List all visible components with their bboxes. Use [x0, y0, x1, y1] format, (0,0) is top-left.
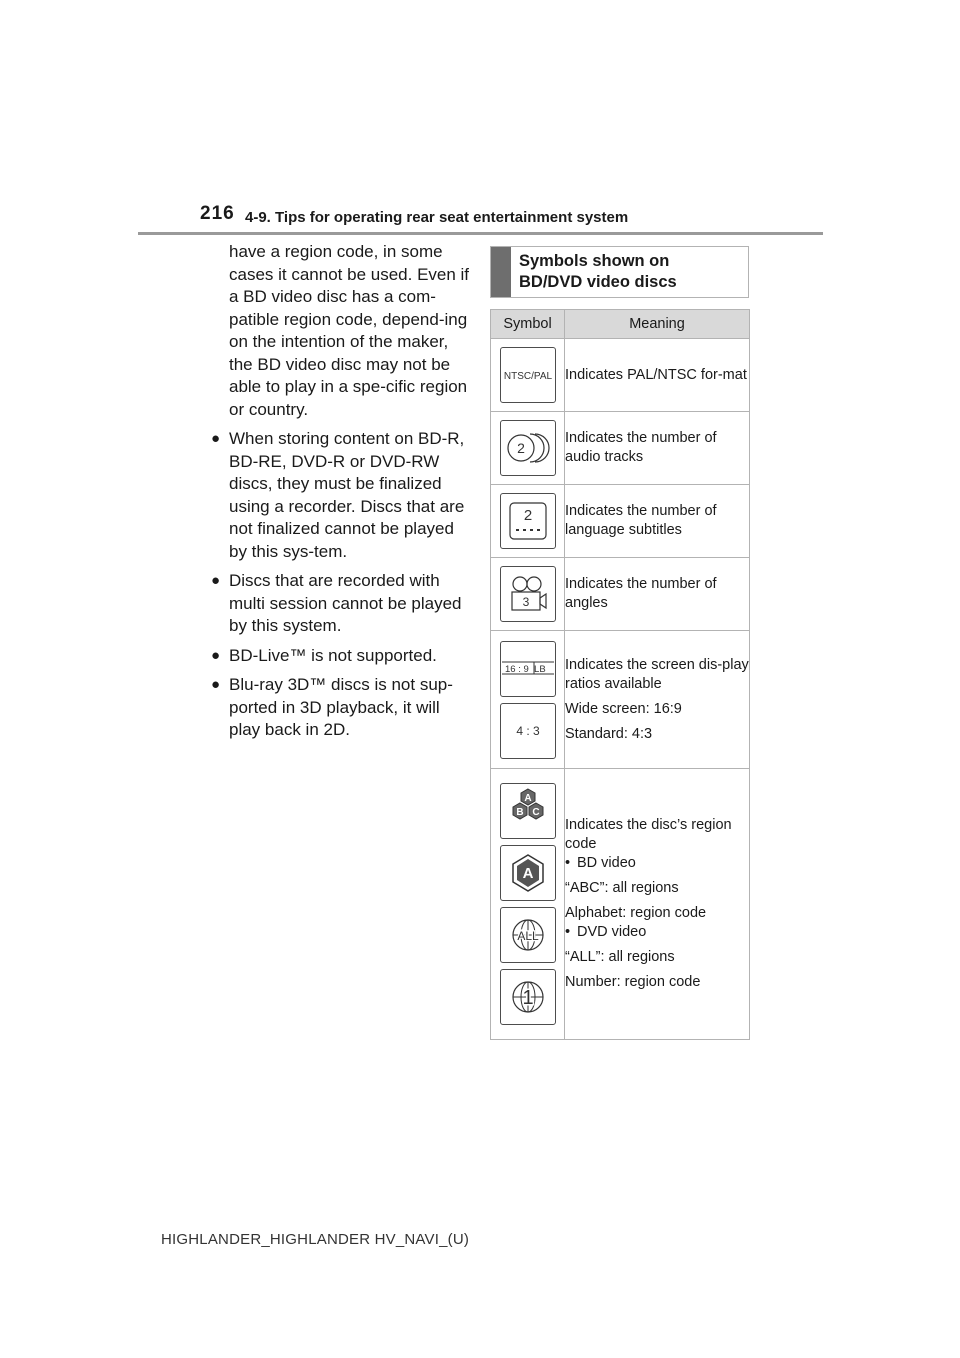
meaning-cell — [565, 631, 750, 769]
svg-text:A: A — [522, 865, 533, 882]
meaning-text: Indicates the number of language subtitles — [565, 503, 717, 538]
meaning-text: “ABC”: all regions — [565, 880, 679, 896]
symbols-table — [490, 309, 750, 1040]
meaning-cell — [565, 412, 750, 485]
svg-text:B: B — [515, 807, 524, 818]
symbol-cell — [491, 769, 565, 1040]
symbol-cell — [491, 558, 565, 631]
table-row — [491, 485, 750, 558]
meaning-text: Indicates the disc’s region code — [565, 817, 732, 852]
meaning-text: Indicates the number of angles — [565, 576, 717, 611]
continuation-paragraph: have a region code, in some cases it cannot be used. Even if a BD video disc has a com-patible region code, depend-ing on the intention of the maker, the BD video disc may not be able to play in a spe-cific region or country. — [229, 242, 470, 419]
svg-text:2: 2 — [523, 507, 532, 524]
bullet-text: Discs that are recorded with multi session cannot be played by this system. — [229, 571, 462, 635]
page-number: 216 — [200, 203, 235, 224]
region-abc-icon — [500, 783, 556, 839]
subtitles-icon — [500, 493, 556, 549]
bullet-text: BD-Live™ is not supported. — [229, 645, 437, 665]
table-row — [491, 558, 750, 631]
svg-text:1: 1 — [521, 987, 534, 1009]
header-meaning: Meaning — [565, 310, 750, 339]
table-row — [491, 412, 750, 485]
meaning-text: Indicates PAL/NTSC for-mat — [565, 366, 747, 383]
svg-text:A: A — [523, 793, 532, 804]
header-symbol: Symbol — [491, 310, 565, 339]
sub-item-dvd: • DVD video — [565, 923, 749, 942]
meaning-cell — [565, 769, 750, 1040]
bullet-item — [211, 428, 473, 563]
svg-text:C: C — [531, 807, 540, 818]
symbol-cell — [491, 339, 565, 412]
meaning-text: Indicates the screen dis-play ratios available — [565, 656, 749, 692]
svg-text:3: 3 — [522, 595, 529, 609]
bullet-text: Blu-ray 3D™ discs is not sup-ported in 3D playback, it will play back in 2D. — [229, 675, 453, 739]
meaning-cell — [565, 339, 750, 412]
bullet-dot-icon: ● — [211, 572, 221, 589]
meaning-text: “ALL”: all regions — [565, 949, 675, 965]
globe-1-icon — [500, 969, 556, 1025]
audio-tracks-icon — [500, 420, 556, 476]
section-title: 4-9. Tips for operating rear seat entertainment system — [245, 209, 629, 226]
widescreen-16-9-lb-icon — [500, 641, 556, 697]
left-column — [211, 241, 473, 749]
header-rule — [138, 232, 823, 235]
globe-all-icon — [500, 907, 556, 963]
standard-4-3-icon — [500, 703, 556, 759]
svg-text:NTSC/PAL: NTSC/PAL — [503, 371, 552, 382]
bullet-dot-icon: ● — [211, 646, 221, 664]
svg-text:ALL: ALL — [516, 929, 539, 943]
svg-text:4 : 3: 4 : 3 — [515, 723, 540, 738]
meaning-cell — [565, 558, 750, 631]
table-header-row — [491, 310, 750, 339]
meaning-text: Alphabet: region code — [565, 905, 707, 921]
callout-title: Symbols shown on BD/DVD video discs — [519, 252, 677, 291]
bullet-item — [211, 570, 473, 638]
ntsc-pal-icon — [500, 347, 556, 403]
bullet-text: When storing content on BD-R, BD-RE, DVD-R or DVD-RW discs, they must be finalized using a recorder. Discs that are not finalized cannot be played by this sys-tem. — [229, 429, 465, 561]
bullet-dot-icon: ● — [211, 676, 221, 693]
callout-accent-bar — [491, 247, 511, 297]
bullet-item — [211, 674, 473, 742]
meaning-text: Standard: 4:3 — [565, 725, 653, 742]
symbol-cell — [491, 485, 565, 558]
region-a-icon — [500, 845, 556, 901]
meaning-cell — [565, 485, 750, 558]
svg-text:16 : 9 LB: 16 : 9 LB — [504, 663, 546, 675]
table-row — [491, 631, 750, 769]
sub-item-bd: • BD video — [565, 854, 749, 873]
symbol-cell — [491, 631, 565, 769]
camera-angles-icon — [500, 566, 556, 622]
symbol-cell — [491, 412, 565, 485]
meaning-text: Number: region code — [565, 974, 701, 990]
table-row — [491, 339, 750, 412]
meaning-text: Indicates the number of audio tracks — [565, 430, 717, 465]
symbols-callout — [490, 246, 749, 298]
footer-model-label: HIGHLANDER_HIGHLANDER HV_NAVI_(U) — [161, 1231, 470, 1248]
bullet-item — [211, 645, 473, 668]
meaning-text: Wide screen: 16:9 — [565, 700, 682, 717]
bullet-dot-icon: ● — [211, 430, 221, 447]
svg-text:2: 2 — [516, 440, 525, 456]
table-row — [491, 769, 750, 1040]
